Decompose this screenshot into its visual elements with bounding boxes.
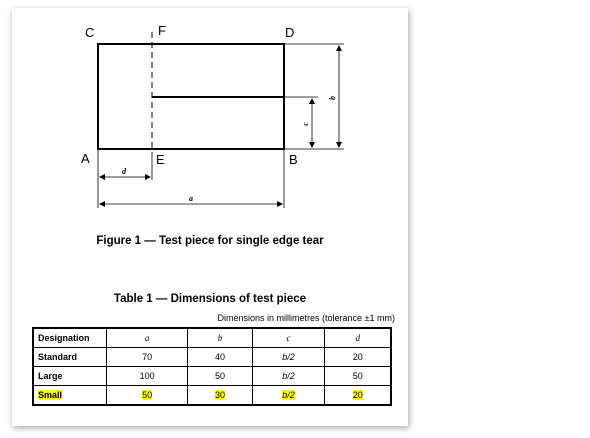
figure-caption: Figure 1 — Test piece for single edge tear [96, 235, 324, 247]
highlighted-value: 20 [352, 390, 363, 400]
cell-d: 50 [325, 367, 391, 386]
label-a: A [81, 151, 90, 166]
header-a: a [107, 328, 188, 348]
cell-c [252, 386, 325, 406]
table-header-row [33, 328, 391, 348]
cell-b [188, 386, 252, 406]
cell-d: 20 [325, 348, 391, 367]
label-f: F [158, 23, 166, 38]
dim-label-b: b [328, 96, 337, 100]
cell-a [107, 386, 188, 406]
cell-designation [33, 386, 107, 406]
table-row-large [33, 367, 391, 386]
table-note: Dimensions in millimetres (tolerance ±1 mm) [217, 313, 395, 323]
table-row-small [33, 386, 391, 406]
label-e: E [156, 152, 165, 167]
label-d: D [285, 25, 295, 40]
cell-c [252, 367, 325, 386]
document-page [12, 8, 408, 426]
header-d: d [325, 328, 391, 348]
label-c: C [85, 25, 95, 40]
label-b: B [289, 152, 298, 167]
header-c: c [252, 328, 325, 348]
cell-b: 40 [188, 348, 252, 367]
table-caption: Table 1 — Dimensions of test piece [113, 293, 307, 305]
header-designation: Designation [33, 328, 107, 348]
cell-designation: Standard [33, 348, 107, 367]
dim-label-c: c [301, 122, 310, 126]
header-b: b [188, 328, 252, 348]
cell-c-value: b/2 [282, 371, 295, 381]
cell-a: 100 [107, 367, 188, 386]
table-row-standard [33, 348, 391, 367]
cell-c [252, 348, 325, 367]
dim-label-a: a [189, 194, 193, 203]
test-piece-figure [12, 8, 408, 233]
highlighted-value: 30 [214, 390, 225, 400]
dimensions-table [32, 327, 392, 406]
cell-c-value: b/2 [282, 352, 295, 362]
highlighted-value: 50 [142, 390, 153, 400]
highlighted-value: b/2 [282, 390, 295, 400]
cell-b: 50 [188, 367, 252, 386]
highlighted-value: Small [38, 390, 63, 400]
dim-label-d: d [122, 167, 126, 176]
cell-a: 70 [107, 348, 188, 367]
cell-designation: Large [33, 367, 107, 386]
cell-d [325, 386, 391, 406]
